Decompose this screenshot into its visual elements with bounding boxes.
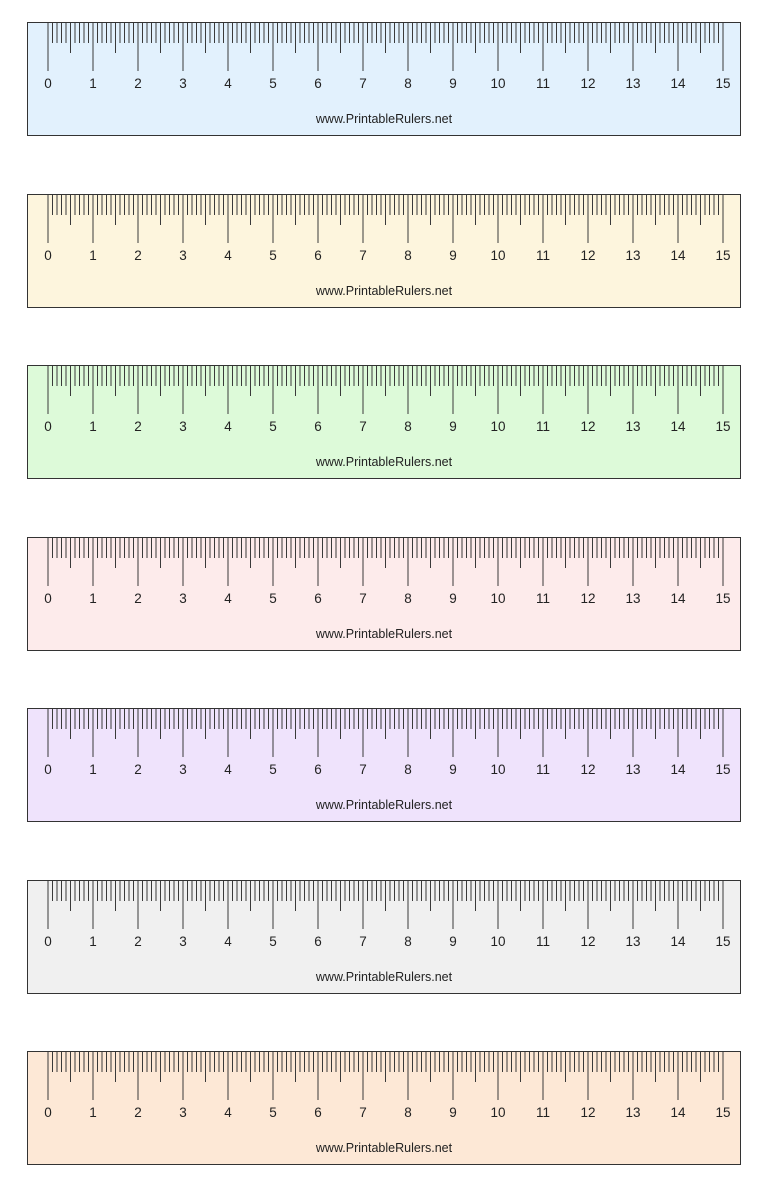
ruler xyxy=(27,365,741,479)
scale-number: 10 xyxy=(490,419,506,434)
scale-number: 6 xyxy=(314,1105,322,1120)
scale-number: 14 xyxy=(670,762,686,777)
scale-number: 14 xyxy=(670,419,686,434)
scale-number: 8 xyxy=(404,247,412,263)
ruler xyxy=(27,537,741,651)
scale-number: 8 xyxy=(404,1105,412,1120)
scale-number: 10 xyxy=(490,1105,506,1120)
ruler xyxy=(27,880,741,994)
scale-number: 14 xyxy=(670,76,686,91)
scale-number: 13 xyxy=(625,762,641,777)
scale-number: 12 xyxy=(580,762,596,777)
website-label: www.PrintableRulers.net xyxy=(315,112,453,126)
scale-number: 6 xyxy=(314,590,322,606)
scale-number: 4 xyxy=(224,419,232,434)
scale-number: 15 xyxy=(715,247,731,263)
scale-number: 0 xyxy=(44,247,52,263)
scale-number: 9 xyxy=(449,419,457,434)
scale-number: 7 xyxy=(359,1105,367,1120)
scale-number: 4 xyxy=(224,933,232,949)
website-label: www.PrintableRulers.net xyxy=(315,1141,453,1155)
scale-number: 4 xyxy=(224,1105,232,1120)
scale-number: 2 xyxy=(134,419,142,434)
scale-number: 1 xyxy=(89,590,97,606)
scale-number: 1 xyxy=(89,762,97,777)
scale-number: 13 xyxy=(625,1105,641,1120)
scale-number: 8 xyxy=(404,933,412,949)
scale-number: 15 xyxy=(715,933,731,949)
scale-number: 12 xyxy=(580,1105,596,1120)
scale-number: 9 xyxy=(449,76,457,91)
website-label: www.PrintableRulers.net xyxy=(315,969,453,984)
scale-number: 1 xyxy=(89,76,97,91)
scale-number: 4 xyxy=(224,762,232,777)
scale-number: 15 xyxy=(715,762,731,777)
scale-number: 2 xyxy=(134,933,142,949)
scale-number: 0 xyxy=(44,933,52,949)
scale-number: 0 xyxy=(44,590,52,606)
scale-number: 6 xyxy=(314,247,322,263)
scale-number: 12 xyxy=(580,76,596,91)
scale-number: 13 xyxy=(625,590,641,606)
scale-number: 5 xyxy=(269,1105,277,1120)
scale-number: 2 xyxy=(134,1105,142,1120)
scale-number: 3 xyxy=(179,76,187,91)
scale-number: 2 xyxy=(134,247,142,263)
scale-number: 0 xyxy=(44,762,52,777)
scale-number: 3 xyxy=(179,247,187,263)
scale-number: 6 xyxy=(314,933,322,949)
scale-number: 0 xyxy=(44,76,52,91)
scale-number: 13 xyxy=(625,247,641,263)
scale-number: 13 xyxy=(625,76,641,91)
scale-number: 1 xyxy=(89,419,97,434)
scale-number: 8 xyxy=(404,590,412,606)
scale-number: 7 xyxy=(359,590,367,606)
scale-number: 9 xyxy=(449,247,457,263)
scale-number: 4 xyxy=(224,247,232,263)
scale-number: 7 xyxy=(359,247,367,263)
scale-number: 13 xyxy=(625,933,641,949)
scale-number: 14 xyxy=(670,1105,686,1120)
scale-number: 11 xyxy=(535,762,550,777)
scale-number: 9 xyxy=(449,590,457,606)
scale-number: 15 xyxy=(715,590,731,606)
scale-number: 7 xyxy=(359,419,367,434)
scale-number: 10 xyxy=(490,247,506,263)
scale-number: 0 xyxy=(44,1105,52,1120)
scale-number: 7 xyxy=(359,76,367,91)
scale-number: 10 xyxy=(490,590,506,606)
ruler xyxy=(27,194,741,308)
scale-number: 3 xyxy=(179,933,187,949)
scale-number: 4 xyxy=(224,590,232,606)
scale-number: 4 xyxy=(224,76,232,91)
scale-number: 11 xyxy=(535,76,550,91)
scale-number: 7 xyxy=(359,762,367,777)
scale-number: 1 xyxy=(89,247,97,263)
scale-number: 14 xyxy=(670,590,686,606)
scale-number: 5 xyxy=(269,419,277,434)
scale-number: 1 xyxy=(89,933,97,949)
scale-number: 5 xyxy=(269,76,277,91)
scale-number: 9 xyxy=(449,1105,457,1120)
scale-number: 10 xyxy=(490,76,506,91)
scale-number: 1 xyxy=(89,1105,97,1120)
scale-number: 3 xyxy=(179,1105,187,1120)
scale-number: 3 xyxy=(179,762,187,777)
website-label: www.PrintableRulers.net xyxy=(315,283,453,298)
scale-number: 3 xyxy=(179,590,187,606)
scale-number: 12 xyxy=(580,419,596,434)
scale-number: 2 xyxy=(134,76,142,91)
scale-number: 5 xyxy=(269,762,277,777)
scale-number: 0 xyxy=(44,419,52,434)
scale-number: 15 xyxy=(715,419,731,434)
scale-number: 11 xyxy=(535,247,550,263)
scale-number: 10 xyxy=(490,762,506,777)
scale-number: 10 xyxy=(490,933,506,949)
scale-number: 2 xyxy=(134,590,142,606)
scale-number: 15 xyxy=(715,1105,731,1120)
scale-number: 6 xyxy=(314,762,322,777)
website-label: www.PrintableRulers.net xyxy=(315,798,453,812)
scale-number: 9 xyxy=(449,933,457,949)
scale-number: 5 xyxy=(269,247,277,263)
ruler xyxy=(27,708,741,822)
scale-number: 12 xyxy=(580,933,596,949)
scale-number: 11 xyxy=(535,419,550,434)
scale-number: 6 xyxy=(314,76,322,91)
scale-number: 9 xyxy=(449,762,457,777)
scale-number: 5 xyxy=(269,590,277,606)
scale-number: 8 xyxy=(404,419,412,434)
scale-number: 7 xyxy=(359,933,367,949)
scale-number: 6 xyxy=(314,419,322,434)
scale-number: 12 xyxy=(580,247,596,263)
scale-number: 2 xyxy=(134,762,142,777)
scale-number: 14 xyxy=(670,933,686,949)
scale-number: 11 xyxy=(535,590,550,606)
website-label: www.PrintableRulers.net xyxy=(315,626,453,641)
scale-number: 13 xyxy=(625,419,641,434)
scale-number: 12 xyxy=(580,590,596,606)
ruler xyxy=(27,22,741,136)
scale-number: 11 xyxy=(535,1105,550,1120)
scale-number: 15 xyxy=(715,76,731,91)
website-label: www.PrintableRulers.net xyxy=(315,455,453,469)
scale-number: 3 xyxy=(179,419,187,434)
scale-number: 5 xyxy=(269,933,277,949)
ruler xyxy=(27,1051,741,1165)
scale-number: 14 xyxy=(670,247,686,263)
scale-number: 11 xyxy=(535,933,550,949)
scale-number: 8 xyxy=(404,762,412,777)
scale-number: 8 xyxy=(404,76,412,91)
